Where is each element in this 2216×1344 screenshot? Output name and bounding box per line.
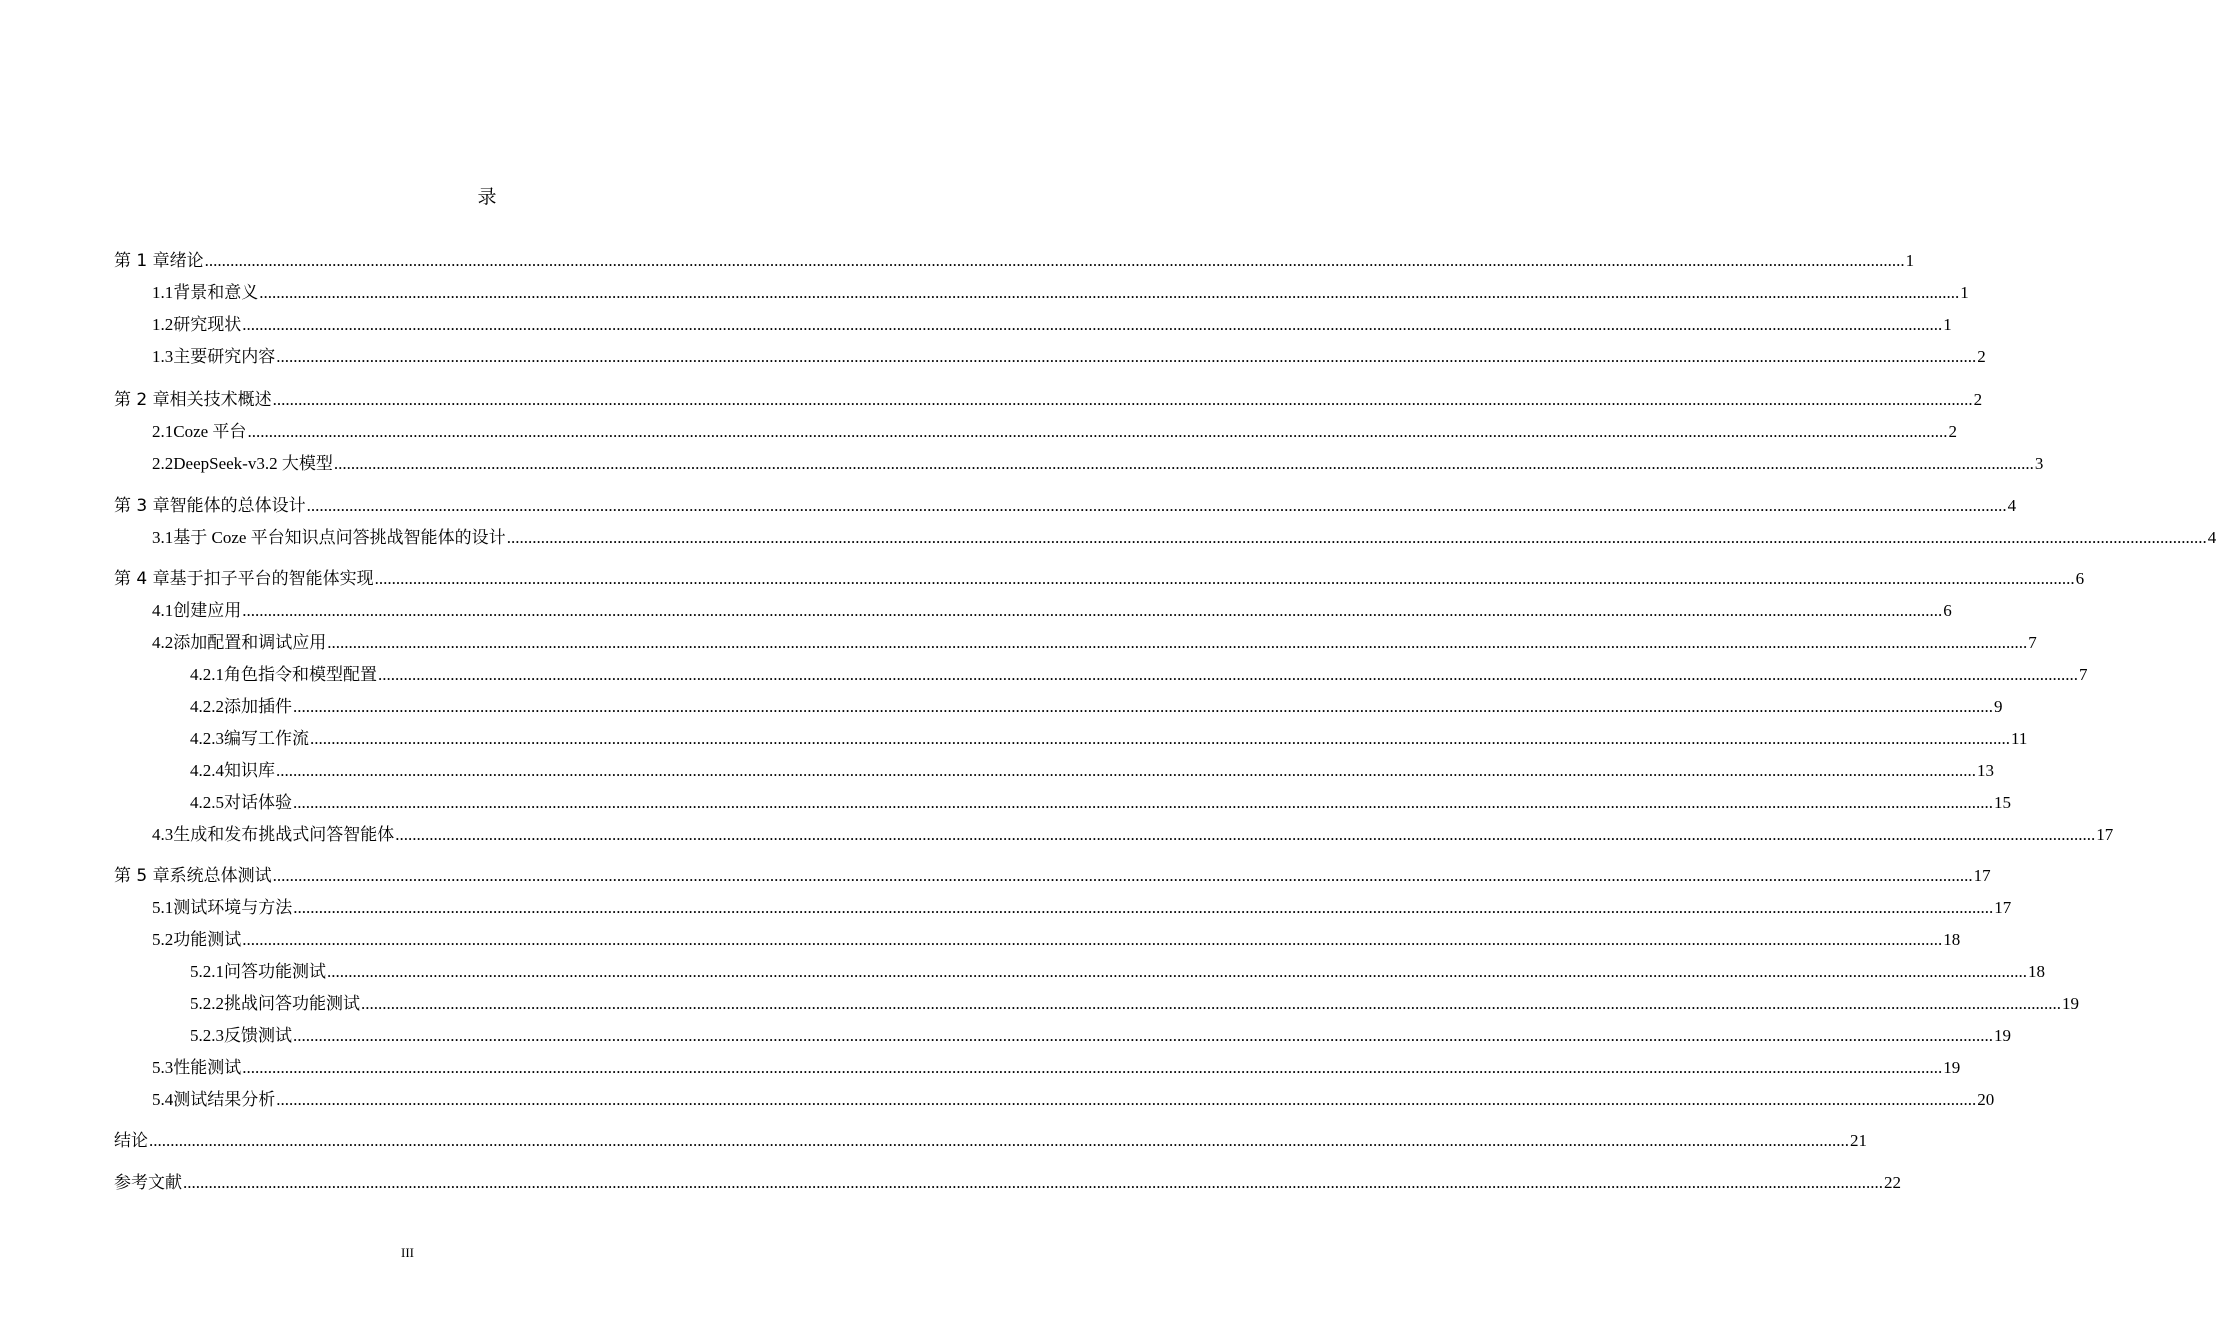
toc-entry-title: 测试结果分析: [173, 1090, 276, 1109]
toc-section-entry[interactable]: [152, 418, 1957, 442]
toc-section-entry[interactable]: [152, 894, 2012, 918]
toc-page-number: 18: [1943, 930, 1961, 949]
toc-entry-number: 3.1: [152, 528, 174, 547]
toc-entry-number: 第 2 章: [114, 390, 170, 410]
toc-chapter-entry[interactable]: [114, 862, 1991, 886]
toc-backmatter-entry[interactable]: [114, 1127, 1867, 1151]
toc-section-entry[interactable]: [190, 990, 2079, 1014]
toc-page-number: 22: [1884, 1173, 1901, 1192]
toc-dot-leader: ................................................................................................................................................................................................................................................................................................................................................................................................................: [327, 962, 2027, 981]
toc-entry-title: 绪论: [169, 251, 204, 271]
toc-entry-title: 智能体的总体设计: [169, 496, 306, 516]
toc-dot-leader: ................................................................................................................................................................................................................................................................................................................................................................................................................: [204, 251, 1905, 270]
toc-entry-title: DeepSeek-v3.2 大模型: [173, 454, 333, 473]
toc-section-entry[interactable]: [190, 958, 2045, 982]
toc-section-entry[interactable]: [152, 597, 1952, 621]
toc-entry-title: 对话体验: [224, 793, 292, 812]
toc-entry-title: 添加配置和调试应用: [173, 633, 327, 652]
toc-chapter-entry[interactable]: [114, 565, 2085, 589]
toc-dot-leader: ................................................................................................................................................................................................................................................................................................................................................................................................................: [293, 1026, 1993, 1045]
toc-page-number: 19: [2062, 994, 2079, 1013]
toc-section-entry[interactable]: [152, 450, 2044, 474]
toc-page-number: 20: [1977, 1090, 1995, 1109]
toc-dot-leader: ................................................................................................................................................................................................................................................................................................................................................................................................................: [293, 793, 1993, 812]
toc-entry-number: 4.2: [152, 633, 174, 652]
toc-page-number: 7: [2028, 633, 2037, 652]
toc-page-number: 6: [1943, 601, 1952, 620]
toc-dot-leader: ................................................................................................................................................................................................................................................................................................................................................................................................................: [374, 569, 2075, 588]
toc-page-number: 21: [1850, 1131, 1867, 1150]
toc-dot-leader: ................................................................................................................................................................................................................................................................................................................................................................................................................: [333, 454, 2034, 473]
toc-entry-title: 主要研究内容: [173, 347, 276, 366]
toc-section-entry[interactable]: [190, 725, 2028, 749]
toc-dot-leader: ................................................................................................................................................................................................................................................................................................................................................................................................................: [242, 930, 1943, 949]
toc-entry-number: 1.2: [152, 315, 174, 334]
toc-section-entry[interactable]: [152, 821, 2114, 845]
toc-entry-title: 添加插件: [224, 697, 292, 716]
toc-dot-leader: ................................................................................................................................................................................................................................................................................................................................................................................................................: [276, 1090, 1977, 1109]
toc-entry-title: 参考文献: [114, 1173, 182, 1193]
toc-entry-number: 2.2: [152, 454, 174, 473]
toc-dot-leader: ................................................................................................................................................................................................................................................................................................................................................................................................................: [293, 697, 1993, 716]
toc-dot-leader: ................................................................................................................................................................................................................................................................................................................................................................................................................: [242, 1058, 1943, 1077]
toc-page-number: 2: [1977, 347, 1986, 366]
toc-entry-title: 测试环境与方法: [173, 898, 293, 917]
toc-entry-title: 功能测试: [173, 930, 242, 949]
toc-page-number: 17: [1994, 898, 2012, 917]
toc-entry-number: 5.3: [152, 1058, 174, 1077]
toc-chapter-entry[interactable]: [114, 386, 1983, 410]
toc-section-entry[interactable]: [190, 661, 2088, 685]
toc-section-entry[interactable]: [152, 1054, 1961, 1078]
toc-entry-number: 5.2.3: [190, 1026, 224, 1045]
toc-entry-number: 1.1: [152, 283, 174, 302]
page-number: III: [401, 1245, 414, 1260]
toc-dot-leader: ................................................................................................................................................................................................................................................................................................................................................................................................................: [247, 422, 1948, 441]
toc-page-number: 9: [1994, 697, 2003, 716]
toc-section-entry[interactable]: [152, 524, 2216, 548]
toc-section-entry[interactable]: [152, 629, 2037, 653]
toc-entry-number: 4.1: [152, 601, 174, 620]
toc-dot-leader: ................................................................................................................................................................................................................................................................................................................................................................................................................: [306, 496, 2007, 515]
toc-dot-leader: ................................................................................................................................................................................................................................................................................................................................................................................................................: [361, 994, 2061, 1013]
toc-entry-number: 5.2.1: [190, 962, 224, 981]
toc-section-entry[interactable]: [190, 1022, 2011, 1046]
toc-page-number: 13: [1977, 761, 1994, 780]
toc-section-entry[interactable]: [152, 311, 1952, 335]
toc-dot-leader: ................................................................................................................................................................................................................................................................................................................................................................................................................: [149, 1131, 1849, 1150]
toc-section-entry[interactable]: [190, 789, 2011, 813]
toc-entry-title: 系统总体测试: [169, 866, 272, 886]
toc-section-entry[interactable]: [152, 343, 1986, 367]
toc-page-number: 19: [1943, 1058, 1961, 1077]
toc-page-number: 17: [1973, 866, 1991, 885]
toc-entry-number: 第 4 章: [114, 569, 170, 589]
toc-page-number: 1: [1960, 283, 1969, 302]
toc-page-number: 4: [2007, 496, 2017, 515]
toc-dot-leader: ................................................................................................................................................................................................................................................................................................................................................................................................................: [276, 347, 1977, 366]
toc-section-entry[interactable]: [152, 1086, 1995, 1110]
toc-entry-title: 角色指令和模型配置: [224, 665, 377, 684]
toc-section-entry[interactable]: [152, 279, 1969, 303]
toc-entry-title: 结论: [114, 1131, 148, 1151]
toc-entry-number: 第 1 章: [114, 251, 170, 271]
toc-dot-leader: ................................................................................................................................................................................................................................................................................................................................................................................................................: [183, 1173, 1883, 1192]
toc-entry-title: Coze 平台: [173, 422, 247, 441]
toc-section-entry[interactable]: [190, 757, 1994, 781]
toc-entry-title: 背景和意义: [173, 283, 259, 302]
toc-page-number: 18: [2028, 962, 2045, 981]
toc-dot-leader: ................................................................................................................................................................................................................................................................................................................................................................................................................: [378, 665, 2078, 684]
toc-entry-title: 挑战问答功能测试: [224, 994, 360, 1013]
toc-page-number: 11: [2011, 729, 2028, 748]
toc-entry-number: 2.1: [152, 422, 174, 441]
toc-entry-title: 基于扣子平台的智能体实现: [169, 569, 374, 589]
toc-dot-leader: ................................................................................................................................................................................................................................................................................................................................................................................................................: [395, 825, 2096, 844]
toc-chapter-entry[interactable]: [114, 247, 1915, 271]
toc-page-number: 1: [1943, 315, 1952, 334]
toc-entry-title: 相关技术概述: [169, 390, 272, 410]
toc-page-number: 3: [2034, 454, 2044, 473]
toc-entry-number: 5.1: [152, 898, 174, 917]
toc-page-number: 6: [2075, 569, 2085, 588]
toc-dot-leader: ................................................................................................................................................................................................................................................................................................................................................................................................................: [272, 866, 1973, 885]
toc-section-entry[interactable]: [152, 926, 1961, 950]
toc-page-number: 4: [2207, 528, 2216, 547]
toc-section-entry[interactable]: [190, 693, 2003, 717]
toc-dot-leader: ................................................................................................................................................................................................................................................................................................................................................................................................................: [242, 315, 1943, 334]
toc-page-number: 2: [1973, 390, 1983, 409]
toc-entry-number: 第 5 章: [114, 866, 170, 886]
toc-dot-leader: ................................................................................................................................................................................................................................................................................................................................................................................................................: [293, 898, 1994, 917]
toc-dot-leader: ................................................................................................................................................................................................................................................................................................................................................................................................................: [259, 283, 1960, 302]
toc-entry-number: 4.2.2: [190, 697, 224, 716]
toc-page-number: 1: [1905, 251, 1915, 270]
toc-entry-title: 反馈测试: [224, 1026, 292, 1045]
toc-entry-title: 知识库: [224, 761, 275, 780]
toc-entry-title: 研究现状: [173, 315, 242, 334]
toc-entry-number: 4.2.4: [190, 761, 224, 780]
toc-dot-leader: ................................................................................................................................................................................................................................................................................................................................................................................................................: [272, 390, 1973, 409]
toc-entry-title: 创建应用: [173, 601, 242, 620]
toc-entry-title: 编写工作流: [224, 729, 309, 748]
toc-page-number: 2: [1948, 422, 1957, 441]
toc-entry-number: 4.2.3: [190, 729, 224, 748]
toc-entry-number: 4.3: [152, 825, 174, 844]
page-title: 录: [477, 186, 497, 208]
toc-chapter-entry[interactable]: [114, 492, 2017, 516]
toc-entry-title: 基于 Coze 平台知识点问答挑战智能体的设计: [173, 528, 506, 547]
toc-entry-title: 问答功能测试: [224, 962, 326, 981]
toc-page-number: 15: [1994, 793, 2011, 812]
toc-backmatter-entry[interactable]: [114, 1169, 1901, 1193]
toc-dot-leader: ................................................................................................................................................................................................................................................................................................................................................................................................................: [327, 633, 2028, 652]
toc-entry-number: 1.3: [152, 347, 174, 366]
toc-page-number: 7: [2079, 665, 2088, 684]
toc-page-number: 19: [1994, 1026, 2011, 1045]
toc-entry-number: 5.2: [152, 930, 174, 949]
toc-entry-number: 第 3 章: [114, 496, 170, 516]
toc-dot-leader: ................................................................................................................................................................................................................................................................................................................................................................................................................: [506, 528, 2207, 547]
toc-dot-leader: ................................................................................................................................................................................................................................................................................................................................................................................................................: [310, 729, 2010, 748]
toc-entry-number: 5.4: [152, 1090, 174, 1109]
toc-dot-leader: ................................................................................................................................................................................................................................................................................................................................................................................................................: [242, 601, 1943, 620]
toc-entry-number: 4.2.1: [190, 665, 224, 684]
toc-entry-title: 性能测试: [173, 1058, 242, 1077]
toc-dot-leader: ................................................................................................................................................................................................................................................................................................................................................................................................................: [276, 761, 1976, 780]
toc-entry-title: 生成和发布挑战式问答智能体: [173, 825, 395, 844]
toc-entry-number: 4.2.5: [190, 793, 224, 812]
toc-page-number: 17: [2096, 825, 2114, 844]
toc-entry-number: 5.2.2: [190, 994, 224, 1013]
